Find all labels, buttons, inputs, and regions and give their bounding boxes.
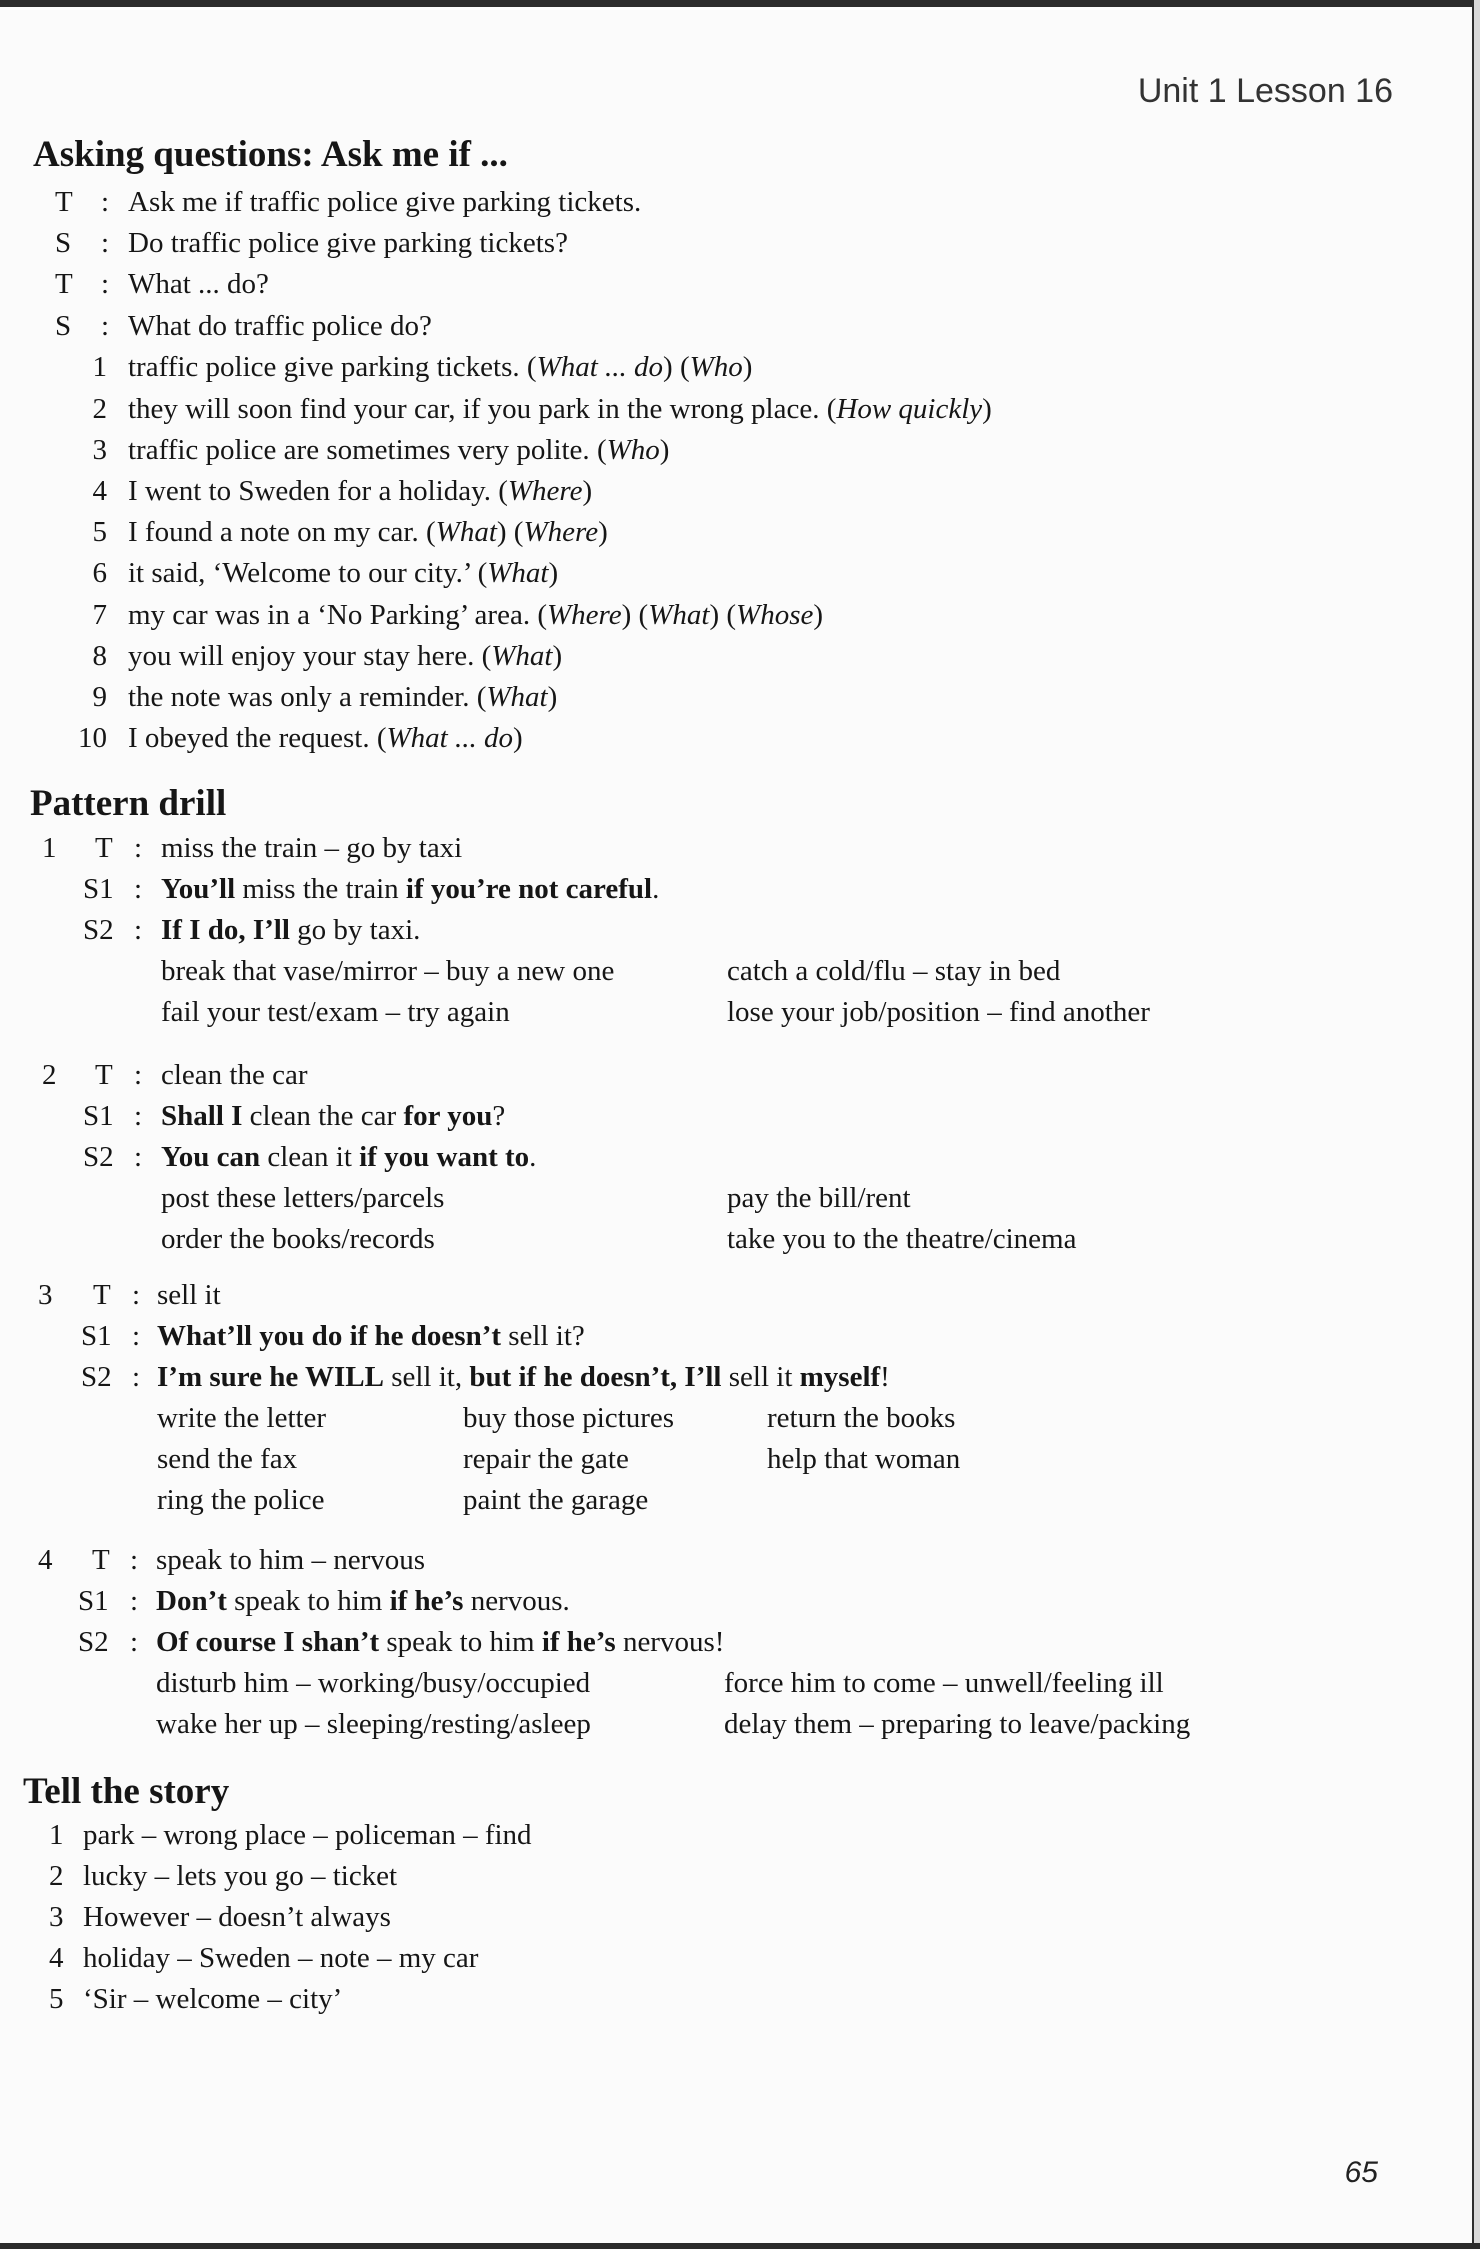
bold-fragment: You’ll — [161, 873, 236, 905]
text-fragment: speak to him — [226, 1585, 390, 1617]
speaker-label: S1 — [83, 1100, 114, 1132]
drill-response-s1 — [161, 869, 659, 910]
statement: they will soon find your car, if you park in the wrong place. — [128, 393, 827, 425]
section-title-asking-questions: Asking questions: Ask me if ... — [33, 134, 508, 175]
item-text — [128, 718, 523, 759]
statement: you will enjoy your stay here. — [128, 640, 482, 672]
text-fragment: go by taxi. — [289, 914, 421, 946]
item-text — [128, 347, 752, 388]
speaker-label: S — [55, 310, 72, 342]
statement: the note was only a reminder. — [128, 681, 477, 713]
text-fragment: nervous! — [615, 1626, 725, 1658]
drill-cue: clean the car — [161, 1059, 308, 1091]
prompt-text: ‘Sir – welcome – city’ — [83, 1983, 343, 2015]
colon: : — [134, 873, 143, 905]
statement: my car was in a ‘No Parking’ area. — [128, 599, 538, 631]
drill-response-s1 — [156, 1581, 570, 1622]
section-title-pattern-drill: Pattern drill — [30, 783, 227, 824]
drill-option: ring the police — [157, 1484, 325, 1516]
bold-fragment: if he’s — [541, 1626, 616, 1658]
speaker-label: T — [55, 186, 73, 218]
dialogue-text: What ... do? — [128, 268, 269, 300]
speaker-label: S2 — [83, 914, 114, 946]
drill-option: force him to come – unwell/feeling ill — [724, 1667, 1164, 1699]
drill-option: disturb him – working/busy/occupied — [156, 1667, 591, 1699]
drill-response-s1 — [157, 1316, 585, 1357]
drill-option: send the fax — [157, 1443, 298, 1475]
text-fragment: . — [529, 1141, 537, 1173]
item-number: 2 — [49, 1860, 64, 1892]
drill-response-s2 — [157, 1357, 890, 1398]
item-number: 7 — [92, 599, 107, 631]
colon: : — [101, 186, 110, 218]
item-text — [128, 430, 669, 471]
cue-render: (Where) — [498, 475, 593, 507]
item-text — [128, 512, 608, 553]
cue-render: (What) — [481, 640, 563, 672]
item-number: 4 — [92, 475, 107, 507]
item-text — [128, 636, 562, 677]
statement: it said, ‘Welcome to our city.’ — [128, 557, 478, 589]
text-fragment: nervous. — [463, 1585, 570, 1617]
text-fragment: sell it — [721, 1361, 800, 1393]
drill-option: post these letters/parcels — [161, 1182, 445, 1214]
speaker-label: T — [93, 1279, 111, 1311]
page-top-edge — [0, 0, 1480, 7]
text-fragment: . — [652, 873, 660, 905]
drill-option: delay them – preparing to leave/packing — [724, 1708, 1191, 1740]
colon: : — [134, 1100, 143, 1132]
drill-number: 1 — [42, 832, 57, 864]
item-number: 1 — [92, 351, 107, 383]
prompt-text: holiday – Sweden – note – my car — [83, 1942, 479, 1974]
text-fragment: speak to him — [379, 1626, 542, 1658]
text-fragment: sell it? — [501, 1320, 585, 1352]
item-number: 2 — [92, 393, 107, 425]
prompt-text: lucky – lets you go – ticket — [83, 1860, 398, 1892]
item-number: 4 — [49, 1942, 64, 1974]
item-number: 6 — [92, 557, 107, 589]
statement: I obeyed the request. — [128, 722, 377, 754]
text-fragment: clean the car — [242, 1100, 404, 1132]
speaker-label: S2 — [83, 1141, 114, 1173]
item-number: 5 — [49, 1983, 64, 2015]
bold-fragment: for you — [403, 1100, 493, 1132]
drill-option: fail your test/exam – try again — [161, 996, 510, 1028]
colon: : — [101, 268, 110, 300]
drill-option: lose your job/position – find another — [727, 996, 1150, 1028]
drill-response-s1 — [161, 1096, 505, 1137]
page-number: 65 — [1344, 2156, 1378, 2189]
cue-render: (Where) (What) (Whose) — [537, 599, 824, 631]
running-header: Unit 1 Lesson 16 — [1137, 72, 1393, 110]
speaker-label: T — [95, 832, 113, 864]
cue-render: (What) (Where) — [425, 516, 608, 548]
drill-option: break that vase/mirror – buy a new one — [161, 955, 615, 987]
drill-cue: sell it — [157, 1279, 221, 1311]
drill-response-s2 — [161, 1137, 536, 1178]
item-text — [128, 677, 557, 718]
cue-render: (What) — [476, 681, 558, 713]
text-fragment: ? — [492, 1100, 506, 1132]
page-bottom-edge — [0, 2243, 1480, 2249]
speaker-label: S2 — [81, 1361, 112, 1393]
bold-fragment: if you’re not careful — [405, 873, 653, 905]
text-fragment: sell it, — [383, 1361, 470, 1393]
drill-option: repair the gate — [463, 1443, 629, 1475]
bold-fragment: What’ll you do if he doesn’t — [157, 1320, 502, 1352]
text-fragment: ! — [880, 1361, 890, 1393]
cue-render: (What) — [477, 557, 559, 589]
text-fragment: clean it — [260, 1141, 360, 1173]
statement: traffic police give parking tickets. — [128, 351, 527, 383]
drill-option: order the books/records — [161, 1223, 435, 1255]
colon: : — [134, 914, 143, 946]
colon: : — [101, 310, 110, 342]
statement: I found a note on my car. — [128, 516, 426, 548]
dialogue-text: Ask me if traffic police give parking tickets. — [128, 186, 642, 218]
item-number: 3 — [49, 1901, 64, 1933]
page-right-edge — [1472, 0, 1480, 2249]
drill-option: wake her up – sleeping/resting/asleep — [156, 1708, 591, 1740]
colon: : — [101, 227, 110, 259]
prompt-text: park – wrong place – policeman – find — [83, 1819, 532, 1851]
colon: : — [134, 1059, 143, 1091]
prompt-text: However – doesn’t always — [83, 1901, 391, 1933]
drill-option: take you to the theatre/cinema — [727, 1223, 1077, 1255]
drill-option: catch a cold/flu – stay in bed — [727, 955, 1061, 987]
bold-fragment: You can — [161, 1141, 261, 1173]
statement: I went to Sweden for a holiday. — [128, 475, 499, 507]
item-text — [128, 553, 558, 594]
item-number: 10 — [78, 722, 107, 754]
colon: : — [132, 1279, 141, 1311]
bold-fragment: Of course I shan’t — [156, 1626, 380, 1658]
text-fragment: miss the train — [235, 873, 406, 905]
item-number: 9 — [92, 681, 107, 713]
drill-option: return the books — [767, 1402, 956, 1434]
item-number: 3 — [92, 434, 107, 466]
colon: : — [130, 1544, 139, 1576]
bold-fragment: myself — [799, 1361, 881, 1393]
drill-option: help that woman — [767, 1443, 961, 1475]
speaker-label: S — [55, 227, 72, 259]
cue-render: (How quickly) — [826, 393, 992, 425]
drill-number: 4 — [38, 1544, 53, 1576]
section-title-tell-the-story: Tell the story — [23, 1771, 230, 1812]
item-number: 8 — [92, 640, 107, 672]
drill-option: paint the garage — [463, 1484, 649, 1516]
bold-fragment: if you want to — [359, 1141, 530, 1173]
statement: traffic police are sometimes very polite. — [128, 434, 597, 466]
item-number: 1 — [49, 1819, 64, 1851]
dialogue-text: Do traffic police give parking tickets? — [128, 227, 568, 259]
colon: : — [132, 1320, 141, 1352]
drill-option: buy those pictures — [463, 1402, 675, 1434]
drill-cue: miss the train – go by taxi — [161, 832, 463, 864]
bold-fragment: Don’t — [156, 1585, 227, 1617]
colon: : — [130, 1585, 139, 1617]
speaker-label: S1 — [81, 1320, 112, 1352]
bold-fragment: I’m sure he WILL — [157, 1361, 384, 1393]
drill-option: pay the bill/rent — [727, 1182, 911, 1214]
item-text — [128, 595, 823, 636]
speaker-label: T — [55, 268, 73, 300]
colon: : — [134, 832, 143, 864]
dialogue-text: What do traffic police do? — [128, 310, 432, 342]
cue-render: (Who) — [596, 434, 670, 466]
bold-fragment: If I do, I’ll — [161, 914, 290, 946]
bold-fragment: Shall I — [161, 1100, 243, 1132]
colon: : — [130, 1626, 139, 1658]
drill-response-s2 — [161, 910, 420, 951]
speaker-label: T — [95, 1059, 113, 1091]
colon: : — [134, 1141, 143, 1173]
drill-option: write the letter — [157, 1402, 327, 1434]
speaker-label: S2 — [78, 1626, 109, 1658]
drill-number: 2 — [42, 1059, 57, 1091]
drill-number: 3 — [38, 1279, 53, 1311]
bold-fragment: but if he doesn’t, I’ll — [469, 1361, 722, 1393]
colon: : — [132, 1361, 141, 1393]
cue-render: (What ... do) — [376, 722, 523, 754]
drill-response-s2 — [156, 1622, 724, 1663]
cue-render: (What ... do) (Who) — [526, 351, 753, 383]
speaker-label: T — [92, 1544, 110, 1576]
speaker-label: S1 — [78, 1585, 109, 1617]
item-text — [128, 389, 992, 430]
drill-cue: speak to him – nervous — [156, 1544, 426, 1576]
item-text — [128, 471, 592, 512]
item-number: 5 — [92, 516, 107, 548]
speaker-label: S1 — [83, 873, 114, 905]
bold-fragment: if he’s — [389, 1585, 464, 1617]
